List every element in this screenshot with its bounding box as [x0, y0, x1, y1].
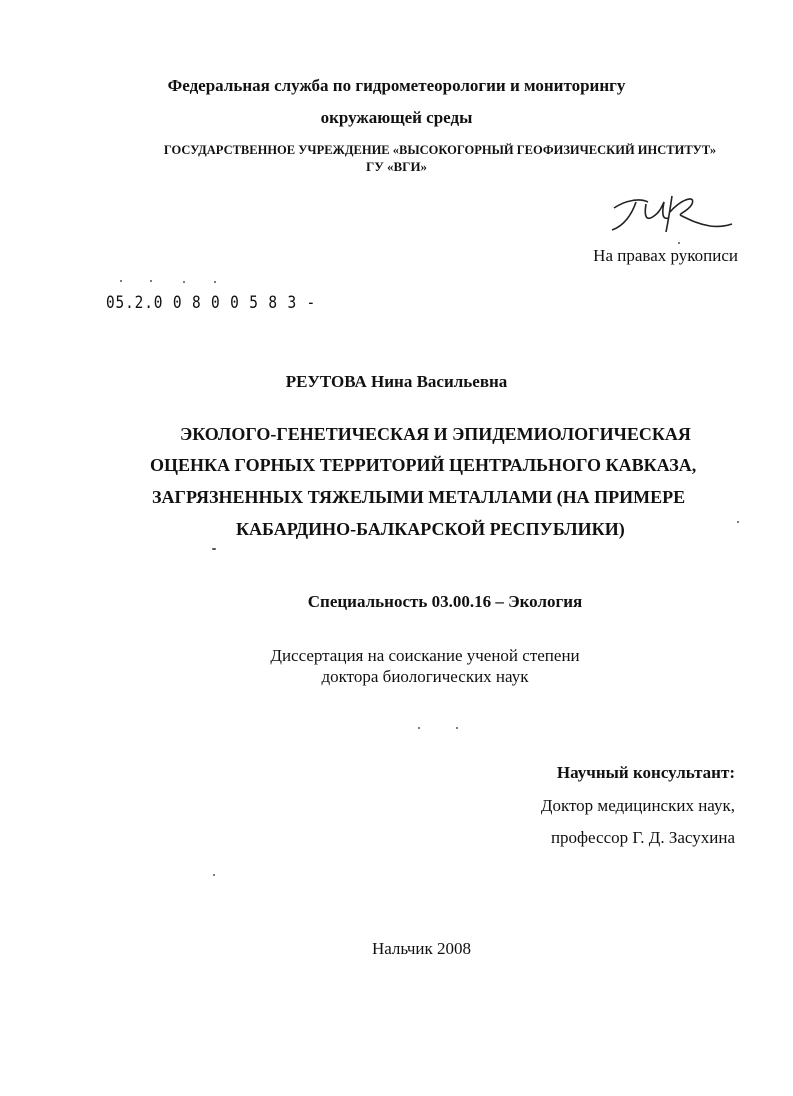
scan-speck [456, 727, 458, 729]
title-line-1: ЭКОЛОГО-ГЕНЕТИЧЕСКАЯ И ЭПИДЕМИОЛОГИЧЕСКАЯ [180, 424, 691, 444]
title-line-2: ОЦЕНКА ГОРНЫХ ТЕРРИТОРИЙ ЦЕНТРАЛЬНОГО КАВКАЗА, [150, 455, 697, 475]
consultant-degree: Доктор медицинских наук, [540, 796, 735, 815]
registration-stamp: 05.2.0 0 8 0 0 5 8 3 - [106, 293, 317, 313]
title-line-3: ЗАГРЯЗНЕННЫХ ТЯЖЕЛЫМИ МЕТАЛЛАМИ (НА ПРИМЕРЕ [152, 487, 686, 507]
consultant-label: Научный консультант: [556, 763, 735, 782]
rights-note: На правах рукописи [593, 246, 738, 265]
title-line-4: КАБАРДИНО-БАЛКАРСКОЙ РЕСПУБЛИКИ) [236, 519, 625, 539]
scan-speck [418, 727, 420, 729]
scan-speck [212, 548, 216, 550]
organization-line-1: Федеральная служба по гидрометеорологии и мониторингу [167, 76, 626, 95]
dissertation-line-1: Диссертация на соискание ученой степени [270, 646, 580, 665]
specialty: Специальность 03.00.16 – Экология [307, 592, 583, 611]
scan-speck [120, 280, 122, 282]
institution-line-1: ГОСУДАРСТВЕННОЕ УЧРЕЖДЕНИЕ «ВЫСОКОГОРНЫЙ ГЕОФИЗИЧЕСКИЙ ИНСТИТУТ» [163, 143, 717, 157]
handwritten-signature [606, 186, 736, 246]
scan-speck [150, 280, 152, 282]
scan-speck [678, 242, 680, 244]
city-year: Нальчик 2008 [371, 939, 472, 958]
scan-speck [214, 281, 216, 283]
institution-line-2: ГУ «ВГИ» [365, 159, 428, 174]
scan-speck [737, 521, 739, 523]
scan-speck [183, 281, 185, 283]
consultant-name: профессор Г. Д. Засухина [550, 828, 735, 847]
organization-line-2: окружающей среды [320, 108, 473, 127]
author-name: РЕУТОВА Нина Васильевна [285, 372, 508, 391]
scan-speck [213, 874, 215, 876]
dissertation-line-2: доктора биологических наук [321, 667, 529, 686]
